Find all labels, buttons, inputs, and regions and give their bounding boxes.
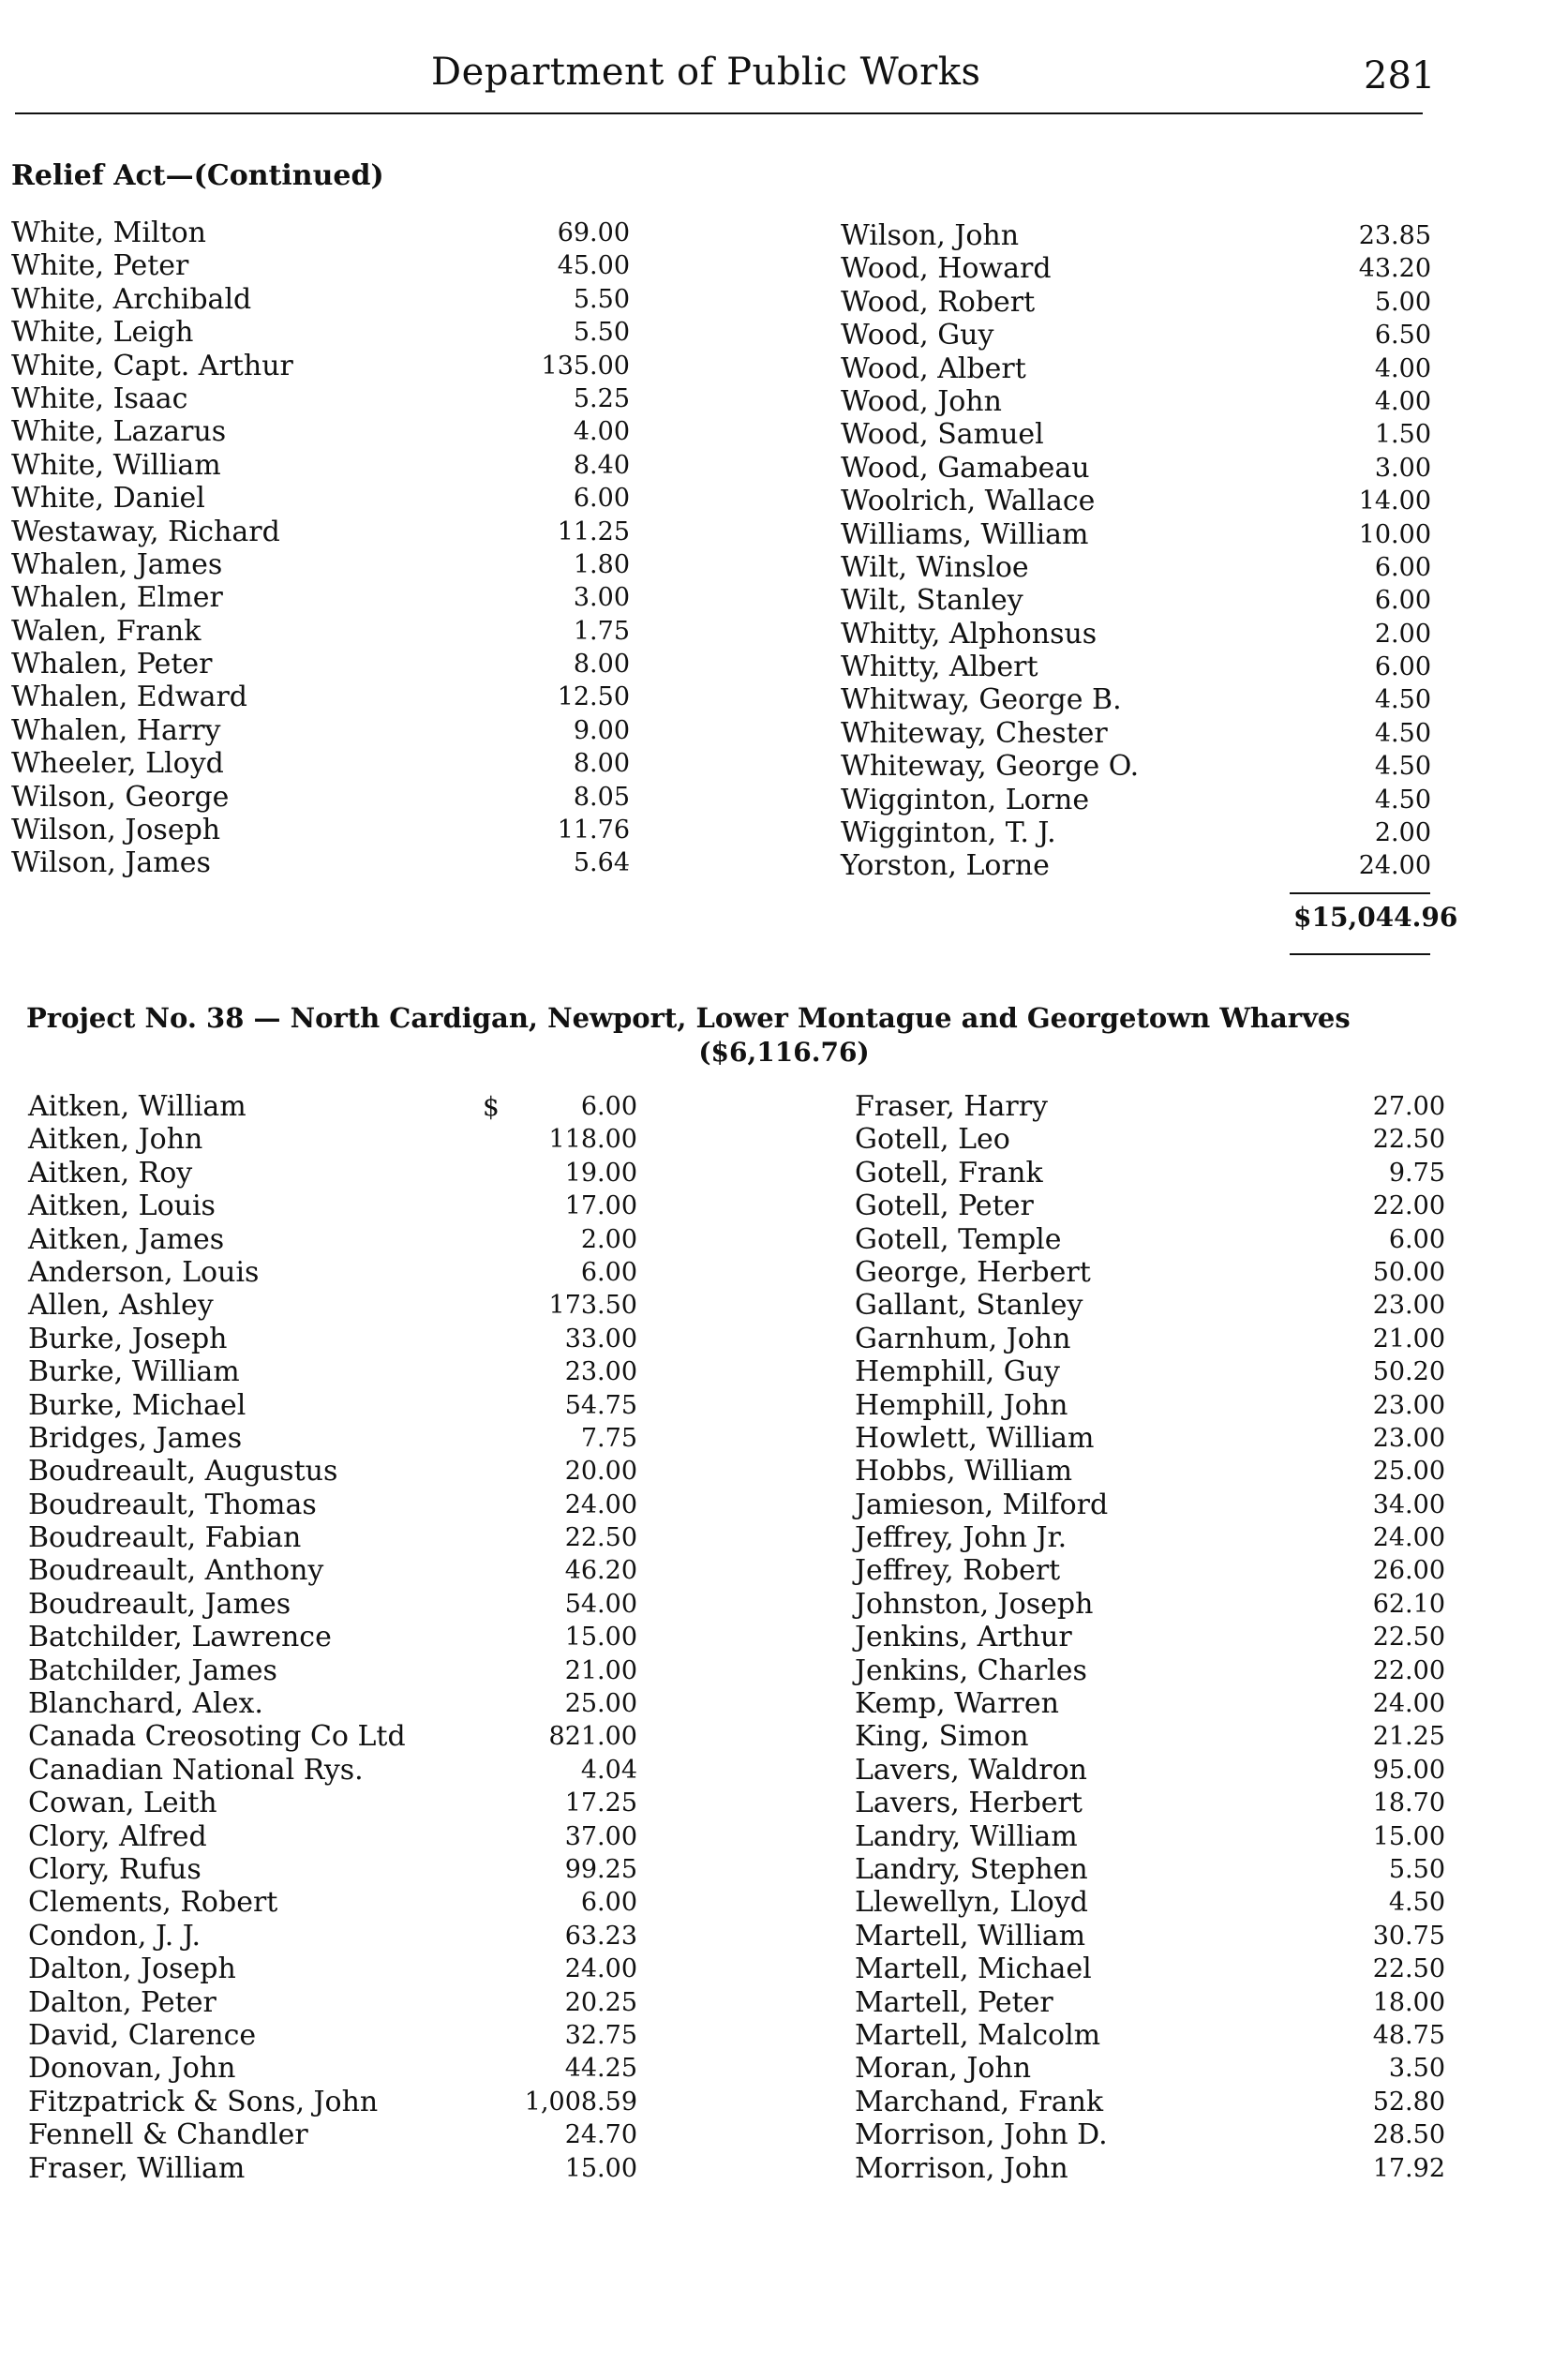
payment-amount: 11.76	[557, 815, 630, 845]
payment-amount: 33.00	[564, 1324, 637, 1354]
payee-name: Wood, Howard	[841, 252, 1052, 286]
payee-name: Johnston, Joseph	[855, 1587, 1094, 1621]
project-amount: ($6,116.76)	[698, 1037, 870, 1068]
payment-amount: 54.75	[564, 1390, 637, 1420]
payment-amount: 52.80	[1372, 2087, 1445, 2117]
payment-amount: 1,008.59	[524, 2087, 637, 2117]
payee-name: Wilson, Joseph	[11, 814, 221, 847]
payment-amount: 22.00	[1372, 1655, 1445, 1685]
payee-name: Walen, Frank	[11, 614, 202, 648]
payee-name: Batchilder, Lawrence	[28, 1621, 332, 1654]
payee-name: Jenkins, Charles	[855, 1653, 1087, 1687]
payee-name: King, Simon	[855, 1720, 1029, 1754]
payment-amount: 99.25	[564, 1854, 637, 1884]
payee-name: White, Capt. Arthur	[11, 349, 293, 382]
payment-amount: 4.00	[1374, 353, 1431, 383]
payment-amount: 6.00	[1374, 586, 1431, 616]
payment-amount: 821.00	[548, 1722, 637, 1752]
payee-name: Whitty, Alphonsus	[841, 617, 1098, 651]
payment-amount: 6.00	[1374, 552, 1431, 582]
payee-name: Boudreault, Thomas	[28, 1488, 317, 1521]
payee-name: Jenkins, Arthur	[855, 1621, 1072, 1654]
payee-name: Wilson, James	[11, 846, 211, 880]
payment-amount: 23.00	[1372, 1291, 1445, 1321]
payee-name: White, Daniel	[11, 482, 205, 516]
payment-amount: 7.75	[580, 1423, 637, 1453]
payment-amount: 6.00	[580, 1257, 637, 1287]
payment-amount: 6.00	[1388, 1224, 1445, 1254]
payment-amount: 4.50	[1374, 752, 1431, 782]
payee-name: Dalton, Peter	[28, 1985, 217, 2019]
payment-amount: 18.00	[1372, 1987, 1445, 2017]
payee-name: Fitzpatrick & Sons, John	[28, 2085, 379, 2118]
payment-amount: 8.40	[573, 450, 630, 480]
payee-name: Gotell, Leo	[855, 1123, 1010, 1157]
payee-name: Boudreault, Fabian	[28, 1521, 302, 1555]
payment-amount: 22.00	[1372, 1191, 1445, 1221]
payment-amount: 25.00	[564, 1689, 637, 1719]
payee-name: Burke, Michael	[28, 1388, 246, 1422]
payment-amount: 22.50	[1372, 1954, 1445, 1984]
payment-amount: 21.00	[564, 1655, 637, 1685]
payment-amount: 19.00	[564, 1158, 637, 1188]
payment-amount: 5.00	[1374, 287, 1431, 317]
payment-amount: 2.00	[1374, 818, 1431, 848]
payment-amount: 3.50	[1388, 2054, 1445, 2084]
payee-name: White, Peter	[11, 249, 189, 283]
payee-name: Lavers, Waldron	[855, 1753, 1087, 1787]
payment-amount: 4.50	[1374, 685, 1431, 715]
payee-name: Hemphill, John	[855, 1388, 1068, 1422]
payee-name: Morrison, John	[855, 2151, 1068, 2185]
payment-amount: 9.75	[1388, 1158, 1445, 1188]
payee-name: Wood, Albert	[841, 352, 1026, 385]
payee-name: Whitty, Albert	[841, 651, 1038, 684]
header-rule	[15, 112, 1423, 114]
payee-name: Hemphill, Guy	[855, 1355, 1060, 1389]
payment-amount: 5.50	[573, 318, 630, 348]
payee-name: White, William	[11, 448, 221, 482]
payment-amount: 4.50	[1388, 1888, 1445, 1918]
payee-name: Wood, Robert	[841, 285, 1036, 319]
payment-amount: 27.00	[1372, 1092, 1445, 1121]
payment-amount: 43.20	[1358, 254, 1431, 284]
payment-amount: 24.00	[564, 1954, 637, 1984]
payment-amount: 8.05	[573, 782, 630, 812]
payee-name: Howlett, William	[855, 1421, 1095, 1455]
payee-name: Whalen, Edward	[11, 681, 247, 714]
payment-amount: 6.00	[580, 1888, 637, 1918]
payment-amount: 4.50	[1374, 718, 1431, 748]
payment-amount: 5.50	[1388, 1854, 1445, 1884]
payee-name: Kemp, Warren	[855, 1687, 1059, 1721]
payee-name: Wheeler, Lloyd	[11, 747, 224, 781]
payment-amount: 44.25	[564, 2054, 637, 2084]
payee-name: Landry, Stephen	[855, 1852, 1088, 1886]
payment-amount: 1.50	[1374, 420, 1431, 450]
payment-amount: 15.00	[564, 2153, 637, 2183]
payee-name: Aitken, John	[28, 1123, 203, 1157]
payment-amount: 24.00	[564, 1489, 637, 1519]
payment-amount: 45.00	[557, 251, 630, 281]
payee-name: Llewellyn, Lloyd	[855, 1886, 1088, 1920]
payee-name: Wood, Guy	[841, 319, 994, 352]
payee-name: Boudreault, James	[28, 1587, 291, 1621]
payee-name: Williams, William	[841, 517, 1089, 551]
payment-amount: 17.92	[1372, 2153, 1445, 2183]
payment-amount: 23.00	[564, 1357, 637, 1387]
running-head: Department of Public Works	[431, 51, 981, 94]
payee-name: Gallant, Stanley	[855, 1289, 1083, 1323]
payee-name: Wilson, John	[841, 219, 1020, 252]
payment-amount: 63.23	[564, 1921, 637, 1951]
payee-name: Aitken, William	[28, 1090, 246, 1123]
payment-amount: 25.00	[1372, 1457, 1445, 1487]
payment-amount: 26.00	[1372, 1556, 1445, 1586]
payment-amount: 15.00	[1372, 1821, 1445, 1851]
payment-amount: 9.00	[573, 715, 630, 745]
payee-name: David, Clarence	[28, 2018, 257, 2052]
payee-name: Wigginton, Lorne	[841, 783, 1090, 816]
payment-amount: 21.00	[1372, 1324, 1445, 1354]
payment-amount: 8.00	[573, 650, 630, 680]
payment-amount: 20.25	[564, 1987, 637, 2017]
payee-name: Wigginton, T. J.	[841, 816, 1056, 850]
payee-name: Batchilder, James	[28, 1653, 277, 1687]
payee-name: Whitway, George B.	[841, 683, 1122, 717]
payment-amount: 6.00	[580, 1092, 637, 1121]
payment-amount: 22.50	[564, 1523, 637, 1553]
payment-amount: 22.50	[1372, 1125, 1445, 1155]
payee-name: Marchand, Frank	[855, 2085, 1104, 2118]
payment-amount: 4.00	[1374, 386, 1431, 416]
payment-amount: 11.25	[557, 516, 630, 546]
payee-name: Burke, Joseph	[28, 1322, 228, 1355]
payee-name: Whalen, Elmer	[11, 581, 223, 615]
payee-name: Martell, Peter	[855, 1985, 1053, 2019]
payment-amount: 48.75	[1372, 2020, 1445, 2050]
payee-name: Whiteway, George O.	[841, 750, 1140, 784]
payment-amount: 21.25	[1372, 1722, 1445, 1752]
payment-amount: 5.25	[573, 383, 630, 413]
payment-amount: 30.75	[1372, 1921, 1445, 1951]
payment-amount: 118.00	[548, 1125, 637, 1155]
payee-name: Whalen, Harry	[11, 713, 221, 747]
payee-name: Anderson, Louis	[28, 1255, 260, 1289]
payee-name: Aitken, Louis	[28, 1190, 216, 1223]
payee-name: Canadian National Rys.	[28, 1753, 364, 1787]
payment-amount: 62.10	[1372, 1589, 1445, 1619]
payee-name: White, Archibald	[11, 282, 252, 316]
payment-amount: 20.00	[564, 1457, 637, 1487]
payee-name: White, Isaac	[11, 382, 188, 415]
payment-amount: 3.00	[1374, 453, 1431, 483]
payee-name: Wilson, George	[11, 780, 230, 814]
payment-amount: 37.00	[564, 1821, 637, 1851]
payment-amount: 24.70	[564, 2120, 637, 2150]
payment-amount: 15.00	[564, 1623, 637, 1653]
payee-name: Fraser, William	[28, 2151, 246, 2185]
payment-amount: 8.00	[573, 749, 630, 779]
payee-name: Landry, William	[855, 1819, 1078, 1853]
payee-name: White, Milton	[11, 217, 206, 249]
payee-name: Westaway, Richard	[11, 515, 280, 548]
payment-amount: 24.00	[1358, 851, 1431, 881]
payee-name: Clements, Robert	[28, 1886, 278, 1920]
payment-amount: 23.85	[1358, 221, 1431, 250]
payment-amount: 95.00	[1372, 1755, 1445, 1785]
payee-name: Whiteway, Chester	[841, 716, 1108, 750]
payment-amount: 135.00	[541, 351, 630, 381]
payee-name: Jeffrey, Robert	[855, 1554, 1061, 1588]
payee-name: Fraser, Harry	[855, 1090, 1048, 1123]
payee-name: Woolrich, Wallace	[841, 485, 1096, 518]
total-rule-top	[1290, 892, 1430, 894]
payment-amount: 5.64	[573, 848, 630, 878]
payment-amount: 14.00	[1358, 486, 1431, 516]
payment-amount: 1.80	[573, 549, 630, 579]
payment-amount: 4.04	[580, 1755, 637, 1785]
payment-amount: 2.00	[580, 1224, 637, 1254]
page-number: 281	[1364, 54, 1436, 97]
payment-amount: 6.00	[1374, 652, 1431, 682]
payee-name: Donovan, John	[28, 2052, 236, 2086]
payee-name: Bridges, James	[28, 1421, 243, 1455]
payee-name: Canada Creosoting Co Ltd	[28, 1720, 406, 1754]
payment-amount: 5.50	[573, 284, 630, 314]
payee-name: Clory, Alfred	[28, 1819, 207, 1853]
total-rule-bottom	[1290, 953, 1430, 955]
payment-amount: 23.00	[1372, 1423, 1445, 1453]
payee-name: Wilt, Winsloe	[841, 550, 1029, 584]
payee-name: Wood, John	[841, 384, 1002, 418]
section-total: $15,044.96	[1293, 902, 1458, 933]
payee-name: Gotell, Frank	[855, 1156, 1043, 1190]
payee-name: Gotell, Temple	[855, 1222, 1062, 1256]
project-heading: Project No. 38 — North Cardigan, Newport, Lower Montague and Georgetown Wharves	[26, 1002, 1351, 1034]
payment-amount: 10.00	[1358, 519, 1431, 549]
payment-amount: 22.50	[1372, 1623, 1445, 1653]
payee-name: Hobbs, William	[855, 1455, 1073, 1489]
payee-name: Garnhum, John	[855, 1322, 1071, 1355]
payment-amount: 6.50	[1374, 321, 1431, 351]
payment-amount: 24.00	[1372, 1689, 1445, 1719]
payee-name: Cowan, Leith	[28, 1787, 217, 1820]
section-heading: Relief Act—(Continued)	[11, 159, 384, 192]
payee-name: Moran, John	[855, 2052, 1032, 2086]
payment-amount: 50.20	[1372, 1357, 1445, 1387]
payment-amount: 173.50	[548, 1291, 637, 1321]
payee-name: Yorston, Lorne	[841, 849, 1050, 883]
payment-amount: 54.00	[564, 1589, 637, 1619]
payee-name: Lavers, Herbert	[855, 1787, 1083, 1820]
payee-name: Martell, William	[855, 1919, 1086, 1953]
payee-name: Jamieson, Milford	[855, 1488, 1109, 1521]
payee-name: Martell, Michael	[855, 1953, 1092, 1986]
payee-name: Whalen, Peter	[11, 648, 213, 681]
payee-name: White, Leigh	[11, 316, 194, 350]
payment-amount: 34.00	[1372, 1489, 1445, 1519]
payee-name: Martell, Malcolm	[855, 2018, 1101, 2052]
payee-name: Boudreault, Augustus	[28, 1455, 338, 1489]
payment-amount: 50.00	[1372, 1257, 1445, 1287]
payee-name: Wood, Samuel	[841, 418, 1044, 452]
payee-name: White, Lazarus	[11, 415, 227, 449]
payee-name: Gotell, Peter	[855, 1190, 1034, 1223]
payee-name: Aitken, Roy	[28, 1156, 193, 1190]
payment-amount: 32.75	[564, 2020, 637, 2050]
payment-amount: 3.00	[573, 583, 630, 613]
payee-name: Condon, J. J.	[28, 1919, 201, 1953]
payee-name: Fennell & Chandler	[28, 2118, 308, 2152]
payee-name: Aitken, James	[28, 1222, 225, 1256]
payment-amount: 17.25	[564, 1788, 637, 1818]
payee-name: Clory, Rufus	[28, 1852, 202, 1886]
payment-amount: 4.00	[573, 417, 630, 447]
payee-name: Blanchard, Alex.	[28, 1687, 263, 1721]
payee-name: George, Herbert	[855, 1255, 1091, 1289]
dollar-sign: $	[483, 1091, 500, 1122]
payment-amount: 18.70	[1372, 1788, 1445, 1818]
payment-amount: 6.00	[573, 484, 630, 514]
payee-name: Jeffrey, John Jr.	[855, 1521, 1068, 1555]
payment-amount: 24.00	[1372, 1523, 1445, 1553]
payment-amount: 28.50	[1372, 2120, 1445, 2150]
payee-name: Whalen, James	[11, 547, 223, 581]
payment-amount: 17.00	[564, 1191, 637, 1221]
payee-name: Boudreault, Anthony	[28, 1554, 324, 1588]
payment-amount: 4.50	[1374, 785, 1431, 815]
payment-amount: 46.20	[564, 1556, 637, 1586]
payment-amount: 2.00	[1374, 619, 1431, 649]
payee-name: Morrison, John D.	[855, 2118, 1108, 2152]
payment-amount: 69.00	[557, 218, 630, 247]
payee-name: Allen, Ashley	[28, 1289, 214, 1323]
payee-name: Burke, William	[28, 1355, 240, 1389]
payment-amount: 23.00	[1372, 1390, 1445, 1420]
payment-amount: 1.75	[573, 616, 630, 646]
payee-name: Wood, Gamabeau	[841, 451, 1090, 485]
payee-name: Dalton, Joseph	[28, 1953, 236, 1986]
payment-amount: 12.50	[557, 682, 630, 712]
payee-name: Wilt, Stanley	[841, 584, 1023, 618]
